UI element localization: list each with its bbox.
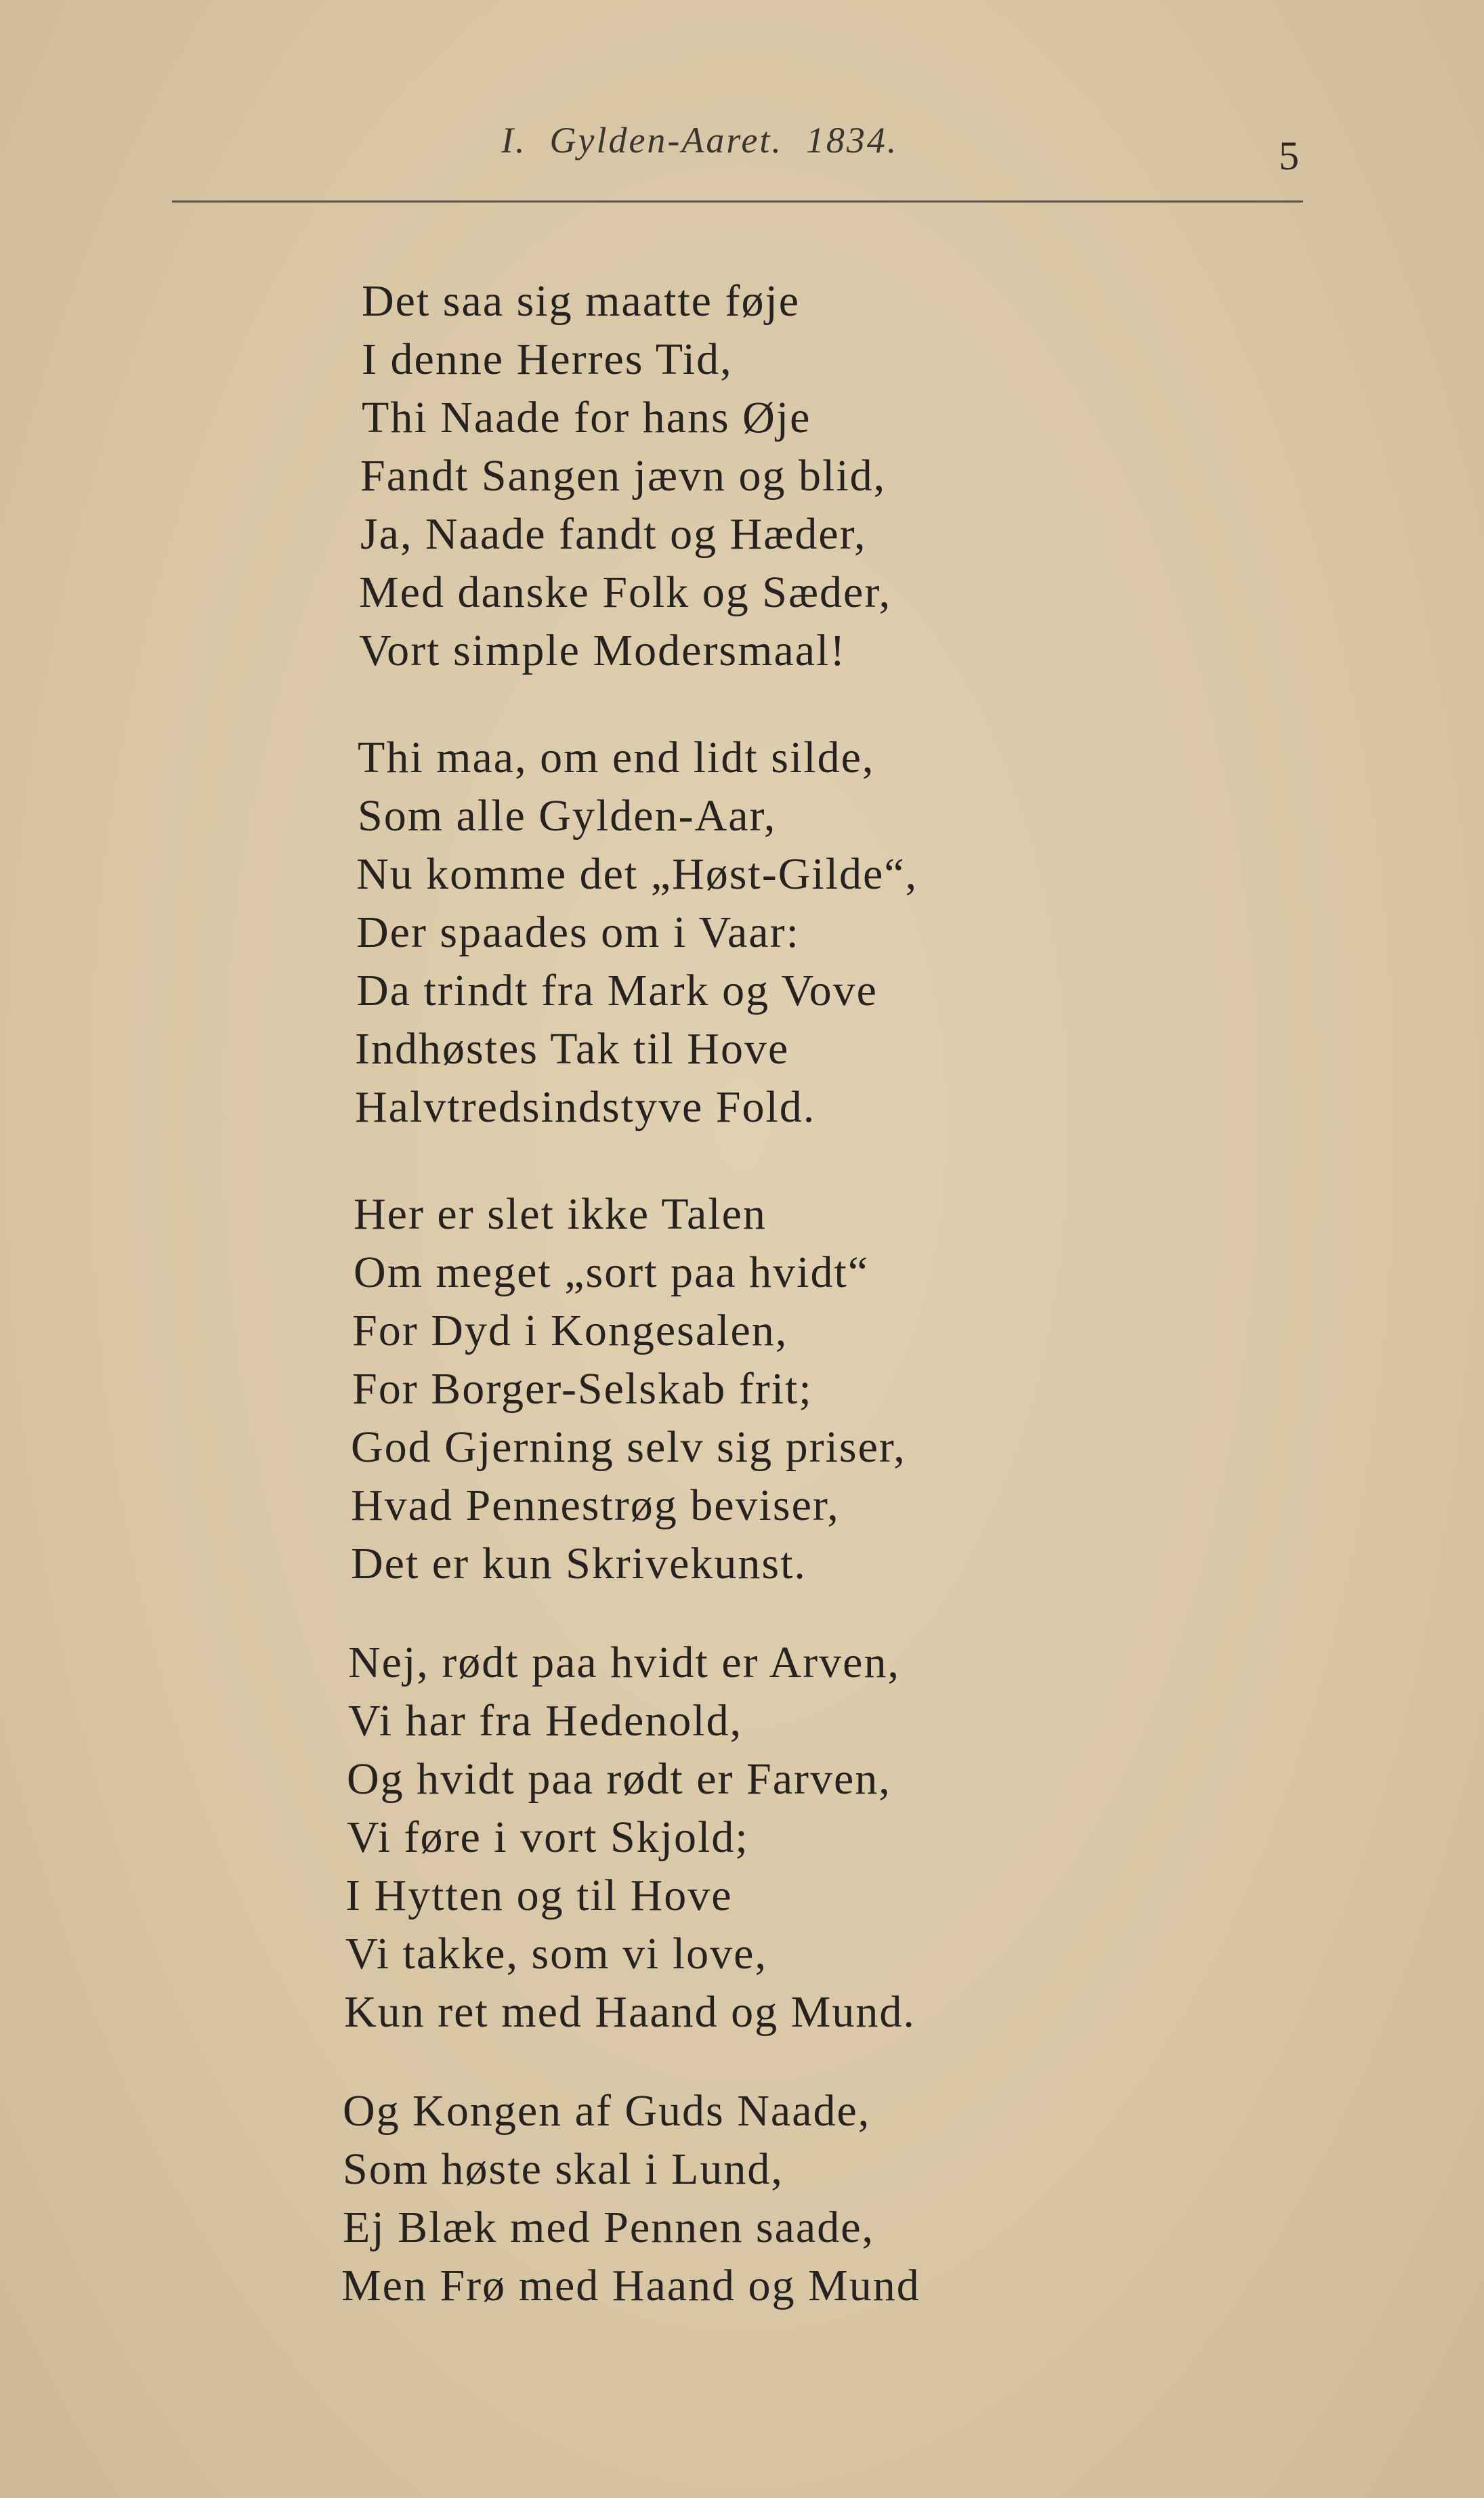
poem-line: Ja, Naade fandt og Hæder, [360,509,867,559]
poem-line: Kun ret med Haand og Mund. [344,1987,916,2037]
poem-line: Halvtredsindstyve Fold. [355,1082,816,1132]
poem-line: Med danske Folk og Sæder, [359,568,892,617]
poem-line: Vi har fra Hedenold, [348,1696,743,1745]
poem-line: Nu komme det „Høst-Gilde“, [356,849,918,899]
poem-line: For Dyd i Kongesalen, [352,1306,788,1355]
poem-line: God Gjerning selv sig priser, [351,1422,906,1472]
poem-line: Det saa sig maatte føje [362,276,801,326]
poem-line: Her er slet ikke Talen [354,1189,767,1239]
poem-line: Hvad Pennestrøg beviser, [351,1481,840,1530]
poem-line: Da trindt fra Mark og Vove [356,966,878,1015]
poem-line: Men Frø med Haand og Mund [341,2261,920,2310]
chapter-number: I. [501,120,527,161]
page-number: 5 [1279,133,1299,178]
poem-line: Vi føre i vort Skjold; [347,1813,749,1862]
poem-line: Vi takke, som vi love, [345,1929,767,1978]
poem-line: Der spaades om i Vaar: [356,908,800,957]
poem-line: Som høste skal i Lund, [343,2144,784,2194]
poem-line: Nej, rødt paa hvidt er Arven, [348,1638,900,1687]
poem-line: Thi maa, om end lidt silde, [358,733,875,782]
poem-line: Thi Naade for hans Øje [362,393,811,442]
running-head [501,119,898,161]
poem-line: Det er kun Skrivekunst. [351,1539,807,1588]
poem-line: Ej Blæk med Pennen saade, [343,2203,875,2252]
chapter-title: Gylden-Aaret. [549,120,783,161]
poem-line: I denne Herres Tid, [362,335,733,384]
poem-line: For Borger-Selskab frit; [352,1364,813,1414]
poem-line: Som alle Gylden-Aar, [358,791,777,841]
poem-line: Og hvidt paa rødt er Farven, [347,1754,891,1804]
poem-line: Vort simple Modersmaal! [359,626,847,675]
poem-line: I Hytten og til Hove [345,1871,733,1920]
poem-line: Om meget „sort paa hvidt“ [354,1248,870,1297]
poem-line: Indhøstes Tak til Hove [355,1024,790,1074]
poem-line: Og Kongen af Guds Naade, [343,2086,871,2136]
poem-line: Fandt Sangen jævn og blid, [360,451,887,501]
header-rule [172,200,1303,203]
chapter-year: 1834. [805,120,899,161]
